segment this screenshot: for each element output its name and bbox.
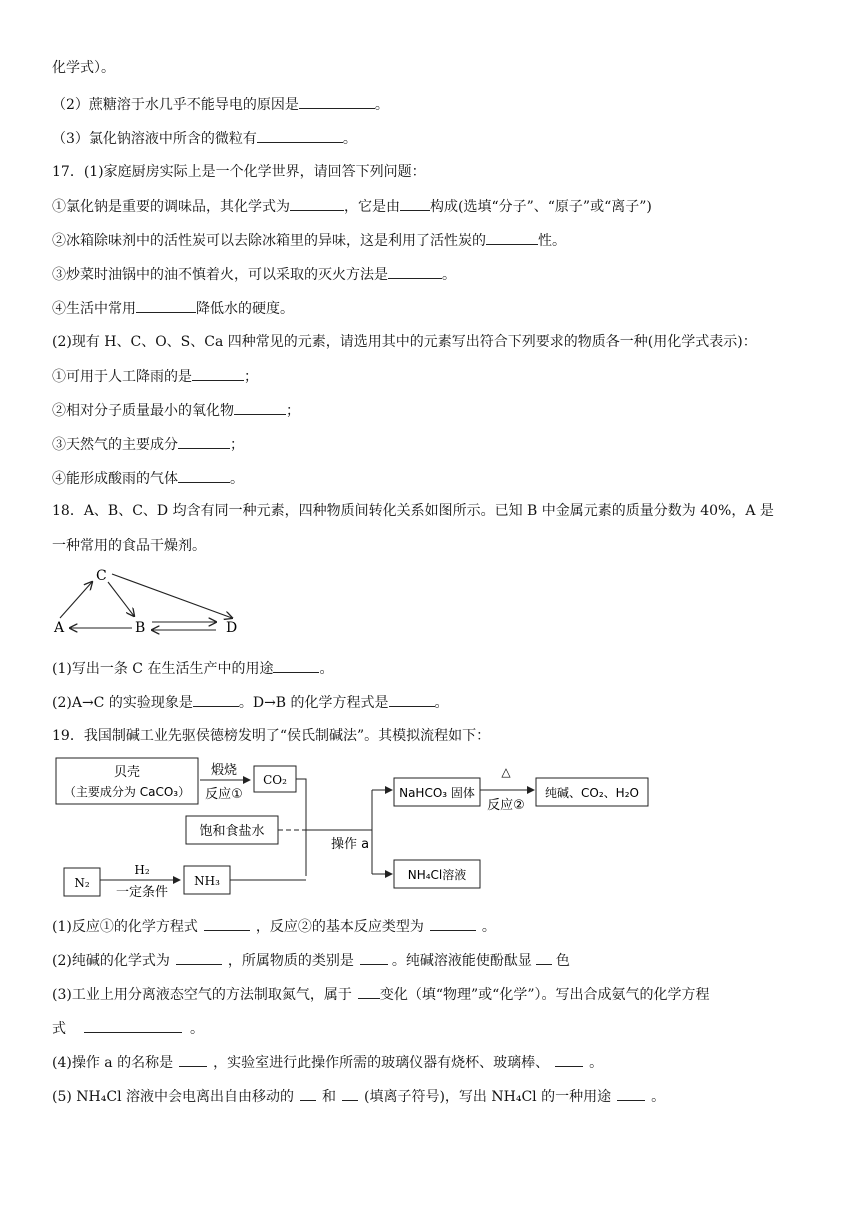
answer-blank[interactable] [300,1086,316,1101]
q17-b2: ②相对分子质量最小的氧化物 ； [52,400,300,421]
answer-blank[interactable] [204,916,250,931]
answer-blank[interactable] [388,264,442,279]
answer-blank[interactable] [178,434,230,449]
node-b: B [135,620,146,636]
q17-a2: ②冰箱除味剂中的活性炭可以去除冰箱里的异味，这是利用了活性炭的 性。 [52,230,566,251]
answer-blank[interactable] [536,950,552,965]
answer-blank[interactable] [430,916,476,931]
products-label: 纯碱、CO₂、H₂O [545,786,639,800]
nahco3-label: NaHCO₃ 固体 [399,786,475,800]
q18-part1: (1)写出一条 C 在生活生产中的用途 。 [52,658,333,679]
q16-line-top: 化学式）。 [52,60,115,76]
q17-intro: 17．(1)家庭厨房实际上是一个化学世界，请回答下列问题： [52,164,426,180]
h2-label: H₂ [134,863,150,877]
q18-part2: (2)A→C 的实验现象是 。D→B 的化学方程式是 。 [52,692,449,713]
condition-label: 一定条件 [115,885,169,900]
answer-blank[interactable] [84,1018,182,1033]
q19-part2: (2)纯碱的化学式为 ，所属物质的类别是 。纯碱溶液能使酚酞显 色 [52,950,570,971]
co2-down-line [296,779,306,876]
q18-stem-1: 18．A、B、C、D 均含有同一种元素，四种物质间转化关系如图所示。已知 B 中金属元素的质量分数为 40%，A 是 [52,503,774,519]
answer-blank[interactable] [617,1086,645,1101]
q19-stem: 19．我国制碱工业先驱侯德榜发明了“侯氏制碱法”。其模拟流程如下： [52,728,491,744]
nh4cl-label: NH₄Cl溶液 [407,868,467,882]
answer-blank[interactable] [273,658,319,673]
n2-label: N₂ [74,876,90,890]
answer-blank[interactable] [342,1086,358,1101]
q19-flowchart [50,752,660,906]
node-c: C [96,568,107,584]
q19-part3: (3)工业上用分离液态空气的方法制取氮气，属于 变化（填“物理”或“化学”）。写出合成氨气的化学方程 [52,984,709,1005]
answer-blank[interactable] [179,1052,207,1067]
shell-subtitle: （主要成分为 CaCO₃） [63,785,191,799]
q16-part3: （3）氯化钠溶液中所含的微粒有 。 [52,128,357,149]
answer-blank[interactable] [360,950,388,965]
q17-a4: ④生活中常用 降低水的硬度。 [52,298,294,319]
answer-blank[interactable] [192,366,244,381]
arrow-c-to-b [108,582,134,616]
calcine-label: 煅烧 [210,763,238,778]
q19-part4: (4)操作 a 的名称是 ，实验室进行此操作所需的玻璃仪器有烧杯、玻璃棒、 。 [52,1052,603,1073]
answer-blank[interactable] [178,468,230,483]
answer-blank[interactable] [176,950,222,965]
q19-part3-cont: 式 。 [52,1018,204,1039]
q17-b3: ③天然气的主要成分 ； [52,434,244,455]
reaction-1-label: 反应① [205,787,243,802]
answer-blank[interactable] [290,196,344,211]
answer-blank[interactable] [299,94,375,109]
answer-blank[interactable] [234,400,286,415]
q16-part2: （2）蔗糖溶于水几乎不能导电的原因是 。 [52,94,389,115]
q17-b1: ①可用于人工降雨的是 ； [52,366,258,387]
shell-label: 贝壳 [113,765,141,780]
co2-label: CO₂ [263,773,287,787]
reaction-2-label: 反应② [487,798,525,813]
node-a: A [54,620,65,636]
answer-blank[interactable] [389,692,435,707]
q19-part5: (5) NH₄Cl 溶液中会电离出自由移动的 和 (填离子符号)，写出 NH₄Cl 的一种用途 。 [52,1086,665,1107]
answer-blank[interactable] [400,196,430,211]
answer-blank[interactable] [555,1052,583,1067]
heat-symbol: △ [501,765,511,779]
nh3-label: NH₃ [194,874,220,888]
q17-a1: ①氯化钠是重要的调味品，其化学式为 ，它是由 构成(选填“分子”、“原子”或“离子”) [52,196,652,217]
answer-blank[interactable] [136,298,196,313]
q17-b4: ④能形成酸雨的气体 。 [52,468,244,489]
q17-a3: ③炒菜时油锅中的油不慎着火，可以采取的灭火方法是 。 [52,264,456,285]
q19-part1: (1)反应①的化学方程式 ，反应②的基本反应类型为 。 [52,916,496,937]
brine-label: 饱和食盐水 [199,824,265,839]
answer-blank[interactable] [193,692,239,707]
operation-a-label: 操作 a [330,837,370,852]
q18-stem-2: 一种常用的食品干燥剂。 [52,538,206,554]
q18-conversion-diagram [44,562,254,646]
node-d: D [226,620,238,636]
q17-part2-intro: (2)现有 H、C、O、S、Ca 四种常见的元素，请选用其中的元素写出符合下列要求的物质各一种(用化学式表示)： [52,334,757,350]
answer-blank[interactable] [257,128,343,143]
answer-blank[interactable] [486,230,538,245]
arrow-a-to-c [60,582,92,618]
answer-blank[interactable] [358,984,380,999]
